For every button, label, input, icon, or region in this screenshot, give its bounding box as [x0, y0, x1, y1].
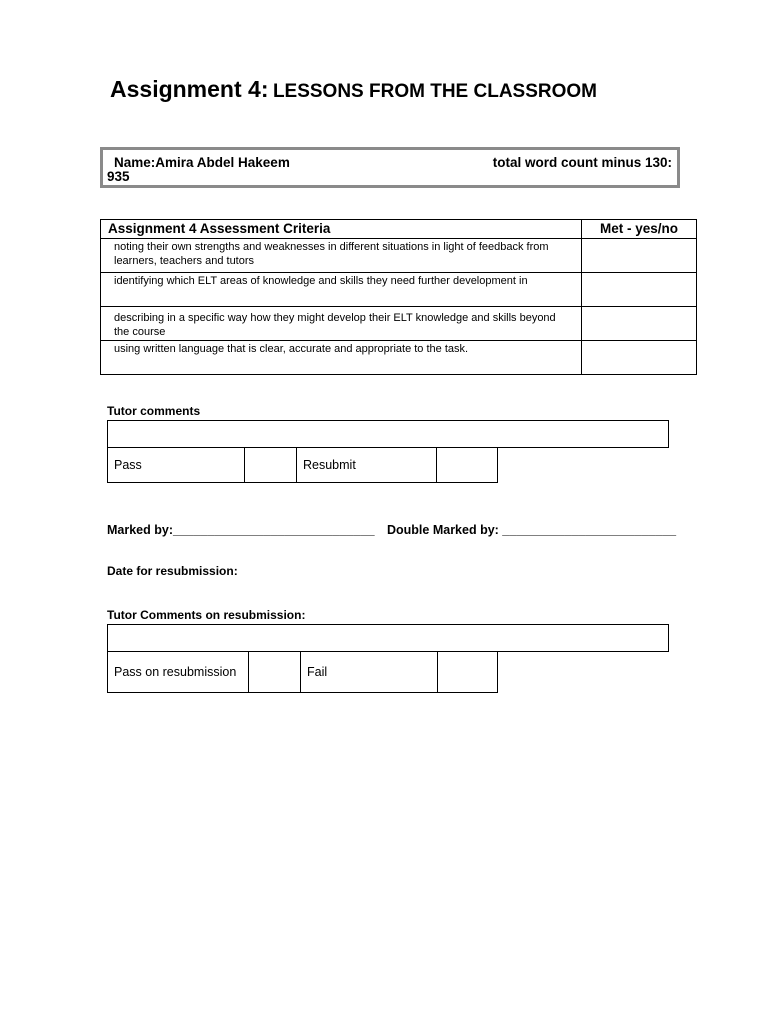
- table-row: [101, 341, 697, 375]
- met-cell[interactable]: [582, 307, 697, 341]
- pass-on-resubmission-label: Pass on resubmission: [108, 652, 249, 693]
- result-row: [108, 652, 498, 693]
- fail-checkbox[interactable]: [438, 652, 498, 693]
- table-header-row: [101, 220, 697, 239]
- pass-label: Pass: [108, 448, 245, 483]
- page-title: [110, 74, 597, 108]
- criterion-cell: identifying which ELT areas of knowledge and skills they need further development in: [101, 273, 582, 307]
- resubmit-checkbox[interactable]: [437, 448, 498, 483]
- tutor-comments-label: Tutor comments: [107, 404, 201, 418]
- criterion-cell: describing in a specific way how they might develop their ELT knowledge and skills beyond the course: [101, 307, 582, 341]
- resubmission-result-table: [107, 651, 498, 693]
- tutor-comments-box[interactable]: [107, 420, 669, 448]
- assessment-criteria-table: [100, 219, 697, 375]
- result-table: [107, 447, 498, 483]
- criterion-cell: using written language that is clear, accurate and appropriate to the task.: [101, 341, 582, 375]
- table-row: [101, 307, 697, 341]
- title-prefix: Assignment 4:: [110, 76, 269, 102]
- table-row: [101, 273, 697, 307]
- student-info-box: [100, 147, 680, 188]
- student-name: Name:Amira Abdel Hakeem: [114, 155, 290, 170]
- fail-label: Fail: [301, 652, 438, 693]
- pass-on-resubmission-checkbox[interactable]: [249, 652, 301, 693]
- criteria-header: Assignment 4 Assessment Criteria: [101, 220, 582, 239]
- resubmission-comments-label: Tutor Comments on resubmission:: [107, 608, 306, 622]
- title-main: LESSONS FROM THE CLASSROOM: [272, 81, 598, 102]
- resubmission-comments-box[interactable]: [107, 624, 669, 652]
- met-cell[interactable]: [582, 239, 697, 273]
- resubmit-label: Resubmit: [297, 448, 437, 483]
- pass-checkbox[interactable]: [245, 448, 297, 483]
- word-count-label: total word count minus 130:: [492, 155, 672, 170]
- result-row: [108, 448, 498, 483]
- table-row: [101, 239, 697, 273]
- met-cell[interactable]: [582, 273, 697, 307]
- word-count-value: 935: [107, 169, 130, 184]
- marked-by: Marked by:_____________________________: [107, 523, 375, 537]
- double-marked-by: Double Marked by: _________________________: [387, 523, 677, 537]
- criterion-cell: noting their own strengths and weaknesses in different situations in light of feedback from learners, teachers and tutors: [101, 239, 582, 273]
- date-resubmission-label: Date for resubmission:: [107, 564, 238, 578]
- met-cell[interactable]: [582, 341, 697, 375]
- met-header: Met - yes/no: [582, 220, 697, 239]
